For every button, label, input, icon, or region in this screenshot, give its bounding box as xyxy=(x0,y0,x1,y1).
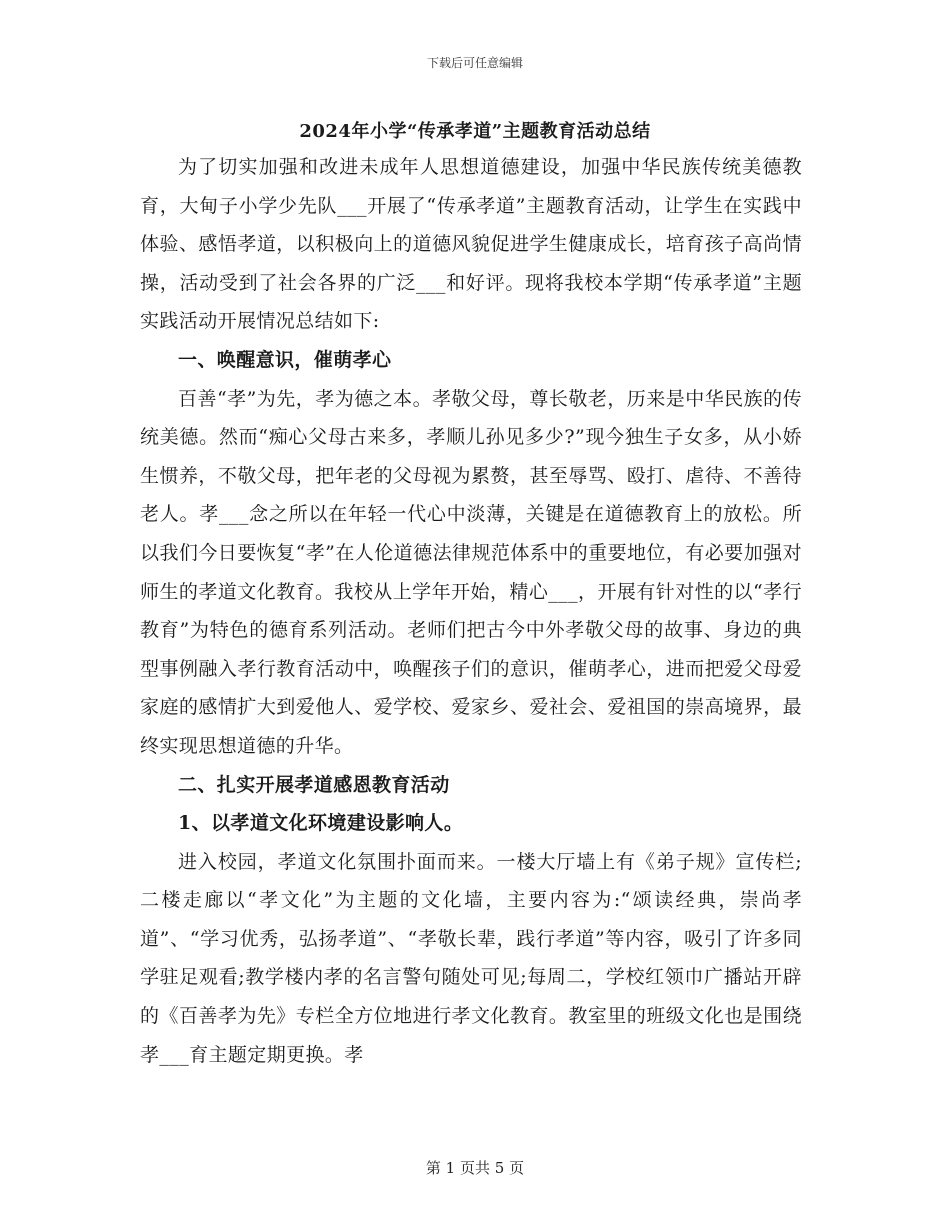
page-header-note: 下载后可任意编辑 xyxy=(426,56,523,70)
section-1-paragraph: 百善“孝”为先，孝为德之本。孝敬父母，尊长敬老，历来是中华民族的传统美德。然而“痴心父母古来多，孝顺儿孙见多少?”现今独生子女多，从小娇生惯养，不敬父母，把年老的父母视为累赘，甚至辱骂、殴打、虐待、不善待老人。孝___念之所以在年轻一代心中淡薄，关键是在道德教育上的放松。所以我们今日要恢复“孝”在人伦道德法律规范体系中的重要地位，有必要加强对师生的孝道文化教育。我校从上学年开始，精心___，开展有针对性的以“孝行教育”为特色的德育系列活动。老师们把古今中外孝敬父母的故事、身边的典型事例融入孝行教育活动中，唤醒孩子们的意识，催萌孝心，进而把爱父母爱家庭的感情扩大到爱他人、爱学校、爱家乡、爱社会、爱祖国的崇高境界，最终实现思想道德的升华。 xyxy=(140,387,802,757)
subsection-1-heading: 1、以孝道文化环境建设影响人。 xyxy=(178,812,464,835)
page-number: 第 1 页共 5 页 xyxy=(425,1159,525,1177)
intro-paragraph: 为了切实加强和改进未成年人思想道德建设，加强中华民族传统美德教育，大甸子小学少先队___开展了“传承孝道”主题教育活动，让学生在实践中体验、感悟孝道，以积极向上的道德风貌促进学生健康成长，培育孩子高尚情操，活动受到了社会各界的广泛___和好评。现将我校本学期“传承孝道”主题实践活动开展情况总结如下: xyxy=(140,156,802,333)
document-title: 2024年小学“传承孝道”主题教育活动总结 xyxy=(299,121,651,142)
document-body xyxy=(140,148,802,1074)
subsection-1-paragraph: 进入校园，孝道文化氛围扑面而来。一楼大厅墙上有《弟子规》宣传栏;二楼走廊以“孝文化”为主题的文化墙，主要内容为:“颂读经典，崇尚孝道”、“学习优秀，弘扬孝道”、“孝敬长辈，践行孝道”等内容，吸引了许多同学驻足观看;教学楼内孝的名言警句随处可见;每周二，学校红领巾广播站开辟的《百善孝为先》专栏全方位地进行孝文化教育。教室里的班级文化也是围绕孝___育主题定期更换。孝 xyxy=(140,850,802,1066)
section-1-heading: 一、唤醒意识，催萌孝心 xyxy=(178,348,392,371)
section-2-heading: 二、扎实开展孝道感恩教育活动 xyxy=(178,773,450,796)
